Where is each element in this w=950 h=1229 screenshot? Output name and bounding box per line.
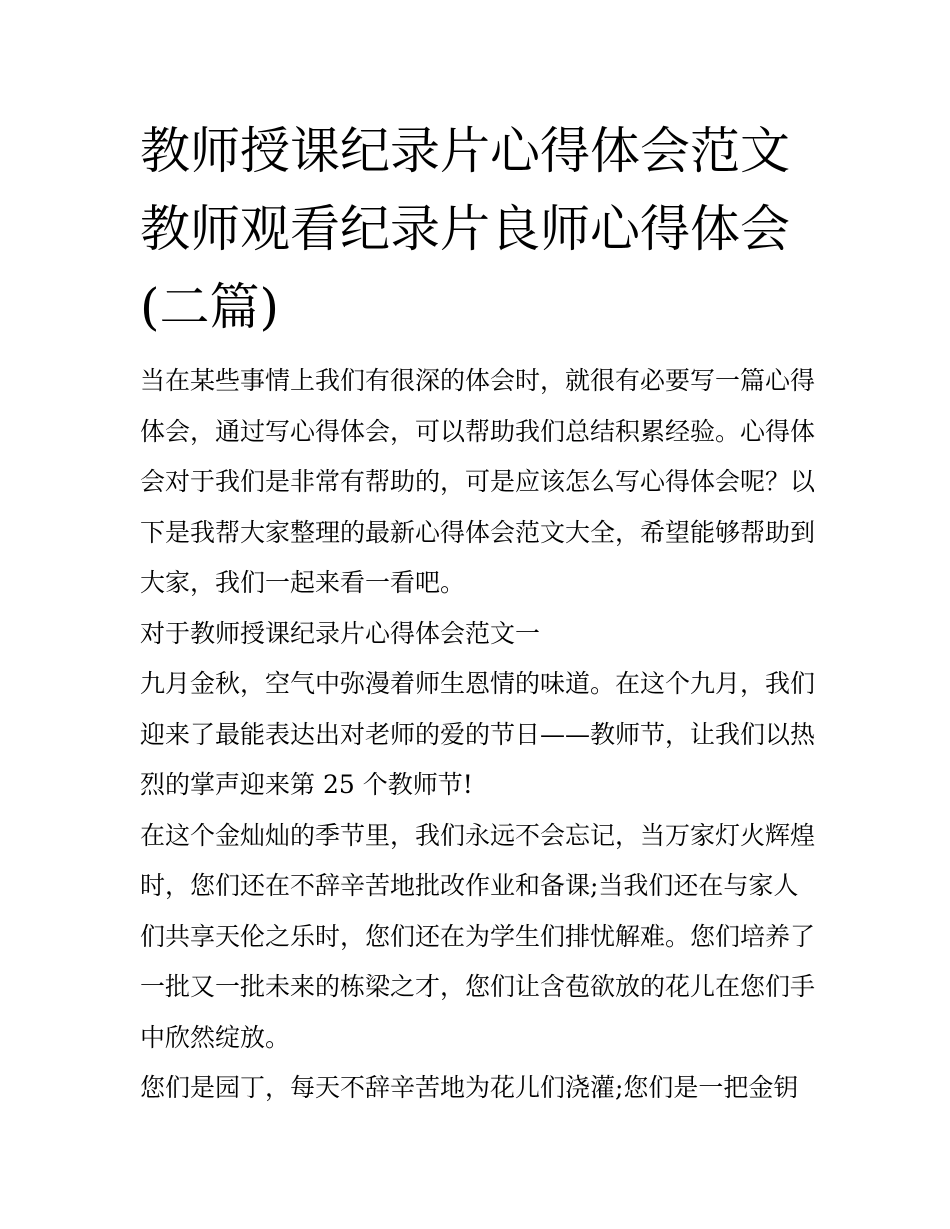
title-line-2: 教师观看纪录片良师心得体会 (140, 200, 790, 258)
body-line: 会对于我们是非常有帮助的，可是应该怎么写心得体会呢？以 (140, 467, 816, 496)
body-line: 时，您们还在不辞辛苦地批改作业和备课;当我们还在与家人 (140, 871, 799, 900)
body-line: 您们是园丁，每天不辞辛苦地为花儿们浇灌;您们是一把金钥 (140, 1073, 799, 1102)
body-line: 在这个金灿灿的季节里，我们永远不会忘记，当万家灯火辉煌 (140, 820, 816, 850)
body-line: 体会，通过写心得体会，可以帮助我们总结积累经验。心得体 (140, 416, 816, 446)
body-line: 们共享天伦之乐时，您们还在为学生们排忧解难。您们培养了 (140, 921, 816, 951)
body-line: 迎来了最能表达出对老师的爱的节日——教师节，让我们以热 (140, 719, 816, 749)
body-line: 九月金秋，空气中弥漫着师生恩情的味道。在这个九月，我们 (140, 669, 816, 698)
title-line-3: (二篇) (140, 278, 280, 336)
body-line: 中欣然绽放。 (140, 1022, 291, 1052)
title-line-1: 教师授课纪录片心得体会范文 (140, 122, 790, 180)
body-line: 下是我帮大家整理的最新心得体会范文大全，希望能够帮助到 (140, 517, 816, 547)
body-line: 大家，我们一起来看一看吧。 (140, 568, 466, 597)
section-heading: 对于教师授课纪录片心得体会范文一 (140, 618, 541, 648)
document-body (140, 356, 820, 1114)
body-line: 一批又一批未来的栋梁之才，您们让含苞欲放的花儿在您们手 (140, 972, 816, 1001)
body-line: 烈的掌声迎来第 25 个教师节! (140, 770, 473, 799)
body-line: 当在某些事情上我们有很深的体会时，就很有必要写一篇心得 (140, 366, 816, 395)
document-title (140, 112, 820, 346)
